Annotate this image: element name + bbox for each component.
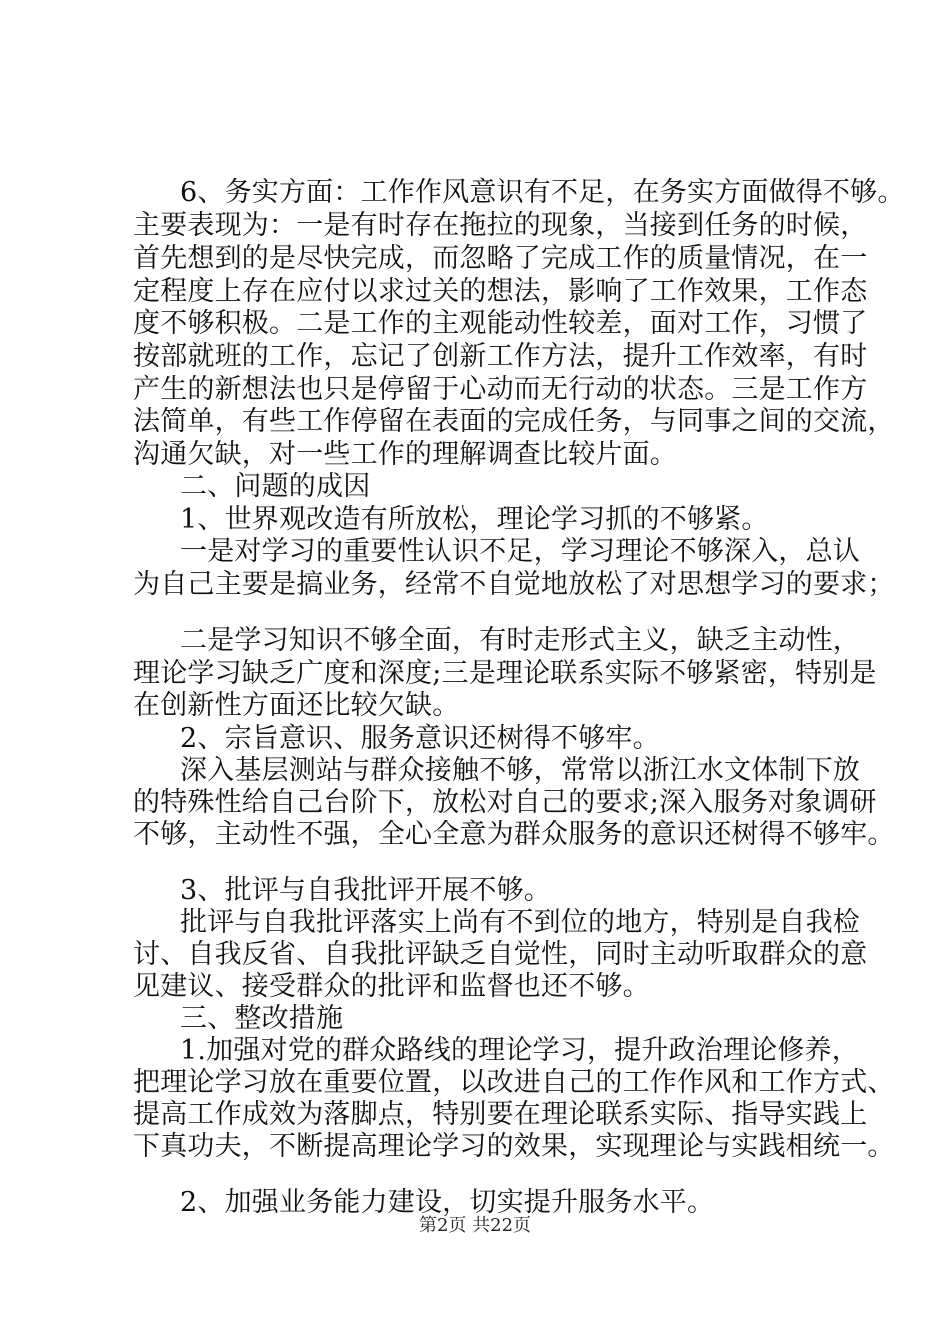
paragraph-line: 深入基层测站与群众接触不够，常常以浙江水文体制下放	[180, 755, 860, 786]
paragraph-line: 理论学习缺乏广度和深度;三是理论联系实际不够紧密，特别是	[133, 658, 877, 689]
paragraph-line: 定程度上存在应付以求过关的想法，影响了工作效果，工作态	[133, 276, 868, 307]
paragraph-line: 1.加强对党的群众路线的理论学习，提升政治理论修养，	[180, 1035, 859, 1066]
page-number-footer: 第2页 共22页	[418, 1215, 532, 1236]
section-heading: 二、问题的成因	[180, 471, 371, 502]
paragraph-line: 一是对学习的重要性认识不足，学习理论不够深入，总认	[180, 536, 860, 567]
subsection-heading: 3、批评与自我批评开展不够。	[180, 875, 551, 906]
section-heading: 三、整改措施	[180, 1003, 344, 1034]
paragraph-line: 批评与自我批评落实上尚有不到位的地方，特别是自我检	[180, 907, 860, 938]
paragraph-line: 首先想到的是尽快完成，而忽略了完成工作的质量情况，在一	[133, 243, 868, 274]
paragraph-line: 法简单，有些工作停留在表面的完成任务，与同事之间的交流，	[133, 406, 895, 437]
paragraph-line: 把理论学习放在重要位置，以改进自己的工作作风和工作方式、	[133, 1067, 895, 1098]
paragraph-line: 讨、自我反省、自我批评缺乏自觉性，同时主动听取群众的意	[133, 939, 868, 970]
paragraph-line: 在创新性方面还比较欠缺。	[133, 690, 460, 721]
paragraph-line: 按部就班的工作，忘记了创新工作方法，提升工作效率，有时	[133, 341, 868, 372]
subsection-heading: 1、世界观改造有所放松，理论学习抓的不够紧。	[180, 504, 769, 535]
paragraph-line: 提高工作成效为落脚点，特别要在理论联系实际、指导实践上	[133, 1099, 868, 1130]
paragraph-line: 度不够积极。二是工作的主观能动性较差，面对工作，习惯了	[133, 308, 868, 339]
paragraph-line: 见建议、接受群众的批评和监督也还不够。	[133, 971, 650, 1002]
paragraph-line: 6、务实方面：工作作风意识有不足，在务实方面做得不够。	[180, 177, 905, 208]
subsection-heading: 2、宗旨意识、服务意识还树得不够牢。	[180, 723, 660, 754]
paragraph-line: 为自己主要是搞业务，经常不自觉地放松了对思想学习的要求；	[133, 569, 895, 600]
paragraph-line: 主要表现为：一是有时存在拖拉的现象，当接到任务的时候，	[133, 210, 868, 241]
paragraph-line: 二是学习知识不够全面，有时走形式主义，缺乏主动性，	[180, 625, 860, 656]
paragraph-line: 不够，主动性不强，全心全意为群众服务的意识还树得不够牢。	[133, 819, 895, 850]
paragraph-line: 产生的新想法也只是停留于心动而无行动的状态。三是工作方	[133, 374, 868, 405]
paragraph-line: 的特殊性给自己台阶下，放松对自己的要求;深入服务对象调研	[133, 787, 877, 818]
subsection-heading: 2、加强业务能力建设，切实提升服务水平。	[180, 1187, 715, 1218]
paragraph-line: 沟通欠缺，对一些工作的理解调查比较片面。	[133, 439, 677, 470]
paragraph-line: 下真功夫，不断提高理论学习的效果，实现理论与实践相统一。	[133, 1131, 895, 1162]
